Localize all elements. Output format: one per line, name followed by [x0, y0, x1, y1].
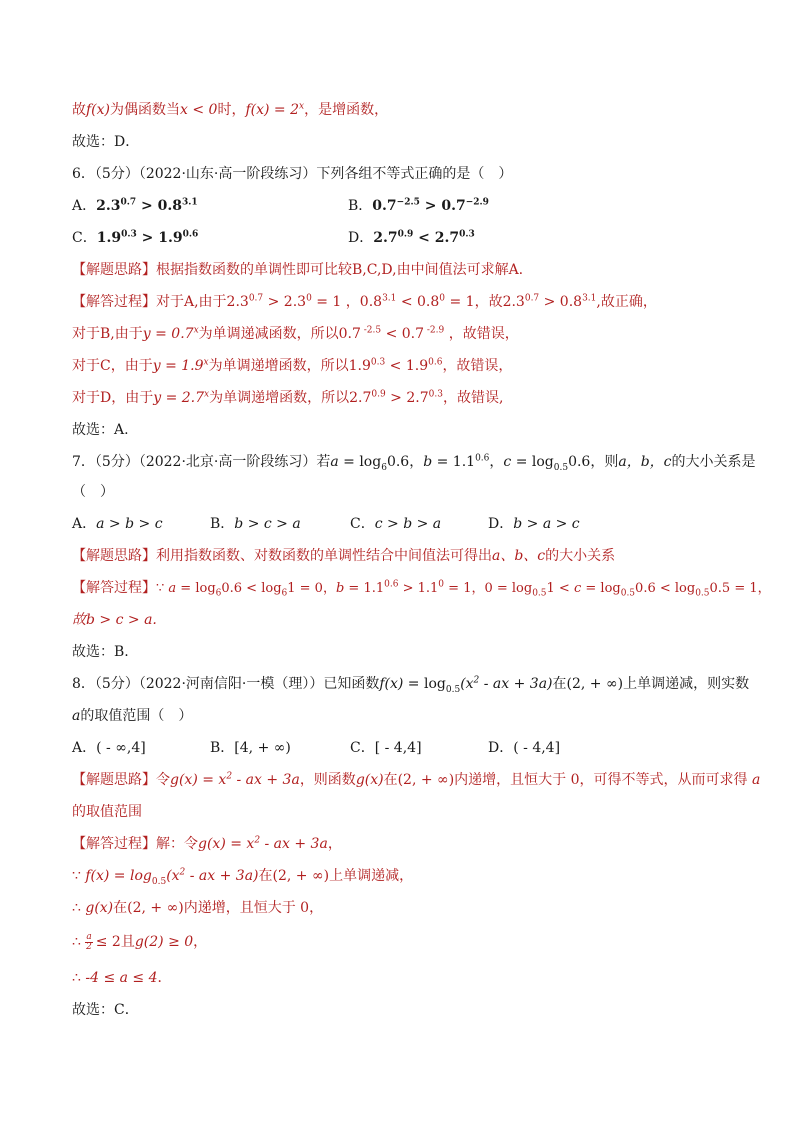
prev-answer: 故选：D．	[72, 134, 140, 150]
q7-option-c: C．c > b > a	[350, 516, 442, 532]
q8-idea: 【解题思路】令$g(x) = x^2$ - ax + 3a，则函数g(x)在(2, + ∞)内递增，且恒大于 0，可得不等式，从而可求得 a	[72, 771, 761, 788]
q7-answer: 故选：B.	[72, 644, 129, 660]
q6-options-row2	[72, 228, 732, 248]
q8-options	[72, 738, 732, 758]
q6-header: 6．（5分）（2022·山东·高一阶段练习）下列各组不等式正确的是（ ）	[72, 166, 513, 182]
q7-option-d: D．b > a > c	[488, 516, 580, 532]
q8-option-a: A．( - ∞,4]	[72, 740, 146, 756]
q7-process: 【解答过程】∵ $a = \log_60.6 < \log_61 = 0$，$b = 1.1^{0.6} > 1.1^0 = 1$，$0 = \log_{0.5}1 < c = \log_{0.5}0.6 < \log_{0.5}0.5 = 1$，	[72, 579, 771, 599]
q6-idea: 【解题思路】根据指数函数的单调性即可比较B,C,D,由中间值法可求解A.	[72, 262, 524, 278]
q7-option-b: B．b > c > a	[210, 516, 301, 532]
q8-option-d: D．( - 4,4]	[488, 740, 561, 756]
q6-option-c: C．$1.9^{0.3} > 1.9^{0.6}$	[72, 229, 199, 246]
q6-process-4: 对于D，由于$y = 2.7^x$为单调递增函数，所以$2.7^{0.9} > 2.7^{0.3}$，故错误,	[72, 389, 504, 406]
q6-process-1: 【解答过程】对于A,由于$2.3^{0.7} > 2.3^0 = 1$ ，$0.8^{3.1} < 0.8^0 = 1$，故$2.3^{0.7} > 0.8^{3.1}$,故正确，	[72, 293, 657, 310]
q8-option-b: B．[4, + ∞)	[210, 740, 291, 756]
q6-process-3: 对于C，由于$y = 1.9^x$为单调递增函数，所以$1.9^{0.3} < 1.9^{0.6}$，故错误，	[72, 357, 513, 374]
q7-process-2: 故b > c > a.	[72, 612, 157, 628]
prev-conclusion: 故f(x)为偶函数当x < 0时，$f(x) = 2^x$，是增函数，	[72, 101, 389, 118]
q7-option-a: A．a > b > c	[72, 516, 163, 532]
q7-options	[72, 514, 732, 534]
q6-process-2: 对于B,由于$y = 0.7^x$为单调递减函数，所以0.7 $^{-2.5}$ < 0.7 $^{-2.9}$ ，故错误，	[72, 325, 519, 342]
q6-options-row1	[72, 196, 732, 216]
q7-idea: 【解题思路】利用指数函数、对数函数的单调性结合中间值法可得出a、b、c的大小关系	[72, 548, 616, 564]
q6-option-b: B．$0.7^{-2.5} > 0.7^{-2.9}$	[348, 197, 489, 214]
fraction-a-over-2: $\frac{a}{2}$	[86, 931, 92, 952]
q8-option-c: C．[ - 4,4]	[350, 740, 422, 756]
q8-process-2: ∵ $f(x) = \log_{0.5}(x^2$ - ax + 3a)在(2, + ∞)上单调递减，	[72, 867, 414, 887]
q8-process-5: ∴ -4 ≤ a ≤ 4．	[72, 970, 172, 986]
q7-header-paren: （ ）	[72, 484, 114, 500]
q8-process-3: ∴ g(x)在(2, + ∞)内递增，且恒大于 0，	[72, 900, 324, 916]
q7-header: 7．（5分）（2022·北京·高一阶段练习）若$a = \log_60.6$，$b = 1.1^{0.6}$，$c = \log_{0.5}0.6$，则a，b，c的大小关系是	[72, 453, 756, 473]
q8-idea-2: 的取值范围	[72, 804, 142, 820]
q6-option-d: D．$2.7^{0.9} < 2.7^{0.3}$	[348, 229, 475, 246]
q8-process-4: ∴ $\frac{a}{2}$ ≤ 2且g(2) ≥ 0，	[72, 931, 208, 952]
q8-header-2: a的取值范围（ ）	[72, 708, 193, 724]
q8-header: 8．（5分）（2022·河南信阳·一模（理））已知函数$f(x) = \log_{0.5}(x^2$ - ax + 3a)在(2, + ∞)上单调递减，则实数	[72, 675, 750, 695]
q6-answer: 故选：A.	[72, 422, 129, 438]
q8-process-1: 【解答过程】解：令$g(x) = x^2$ - ax + 3a，	[72, 835, 342, 852]
q8-answer: 故选：C．	[72, 1002, 139, 1018]
q6-option-a: A．$2.3^{0.7} > 0.8^{3.1}$	[72, 197, 198, 214]
